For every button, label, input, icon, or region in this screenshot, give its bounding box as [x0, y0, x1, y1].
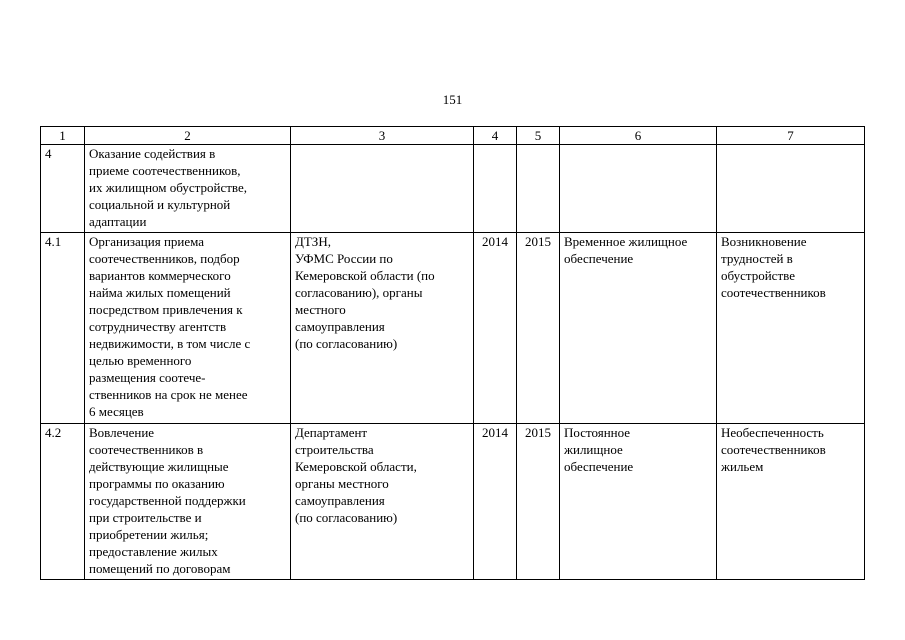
column-number-2: 2: [85, 127, 291, 145]
risk-cell: Возникновение трудностей в обустройстве соотечественников: [717, 233, 865, 424]
row-number: 4.2: [41, 424, 85, 580]
table-header-row: [41, 127, 865, 145]
program-measures-table: [40, 126, 865, 580]
start-year-cell: 2014: [474, 424, 517, 580]
column-number-3: 3: [291, 127, 474, 145]
result-cell: Постоянное жилищное обеспечение: [560, 424, 717, 580]
column-number-5: 5: [517, 127, 560, 145]
start-year-cell: 2014: [474, 233, 517, 424]
measure-cell: Организация приема соотечественников, подбор вариантов коммерческого найма жилых помещений посредством привлечения к сотрудничеству агентств недвижимости, в том числе с целью временного размещения соотече- ственников на срок не менее 6 месяцев: [85, 233, 291, 424]
row-number: 4.1: [41, 233, 85, 424]
result-cell: Временное жилищное обеспечение: [560, 233, 717, 424]
executors-cell: Департамент строительства Кемеровской области, органы местного самоуправления (по согласованию): [291, 424, 474, 580]
page-number: 151: [442, 92, 463, 107]
end-year-cell: 2015: [517, 233, 560, 424]
table-row: [41, 424, 865, 580]
executors-cell: ДТЗН, УФМС России по Кемеровской области (по согласованию), органы местного самоуправления (по согласованию): [291, 233, 474, 424]
column-number-7: 7: [717, 127, 865, 145]
measure-cell: Вовлечение соотечественников в действующие жилищные программы по оказанию государственной поддержки при строительстве и приобретении жилья; предоставление жилых помещений по договорам: [85, 424, 291, 580]
measure-cell: Оказание содействия в приеме соотечественников, их жилищном обустройстве, социальной и культурной адаптации: [85, 145, 291, 233]
column-number-4: 4: [474, 127, 517, 145]
end-year-cell: 2015: [517, 424, 560, 580]
column-number-6: 6: [560, 127, 717, 145]
table-row: [41, 233, 865, 424]
end-year-cell: [517, 145, 560, 233]
column-number-1: 1: [41, 127, 85, 145]
risk-cell: [717, 145, 865, 233]
result-cell: [560, 145, 717, 233]
risk-cell: Необеспеченность соотечественников жильем: [717, 424, 865, 580]
row-number: 4: [41, 145, 85, 233]
table-row: [41, 145, 865, 233]
executors-cell: [291, 145, 474, 233]
start-year-cell: [474, 145, 517, 233]
